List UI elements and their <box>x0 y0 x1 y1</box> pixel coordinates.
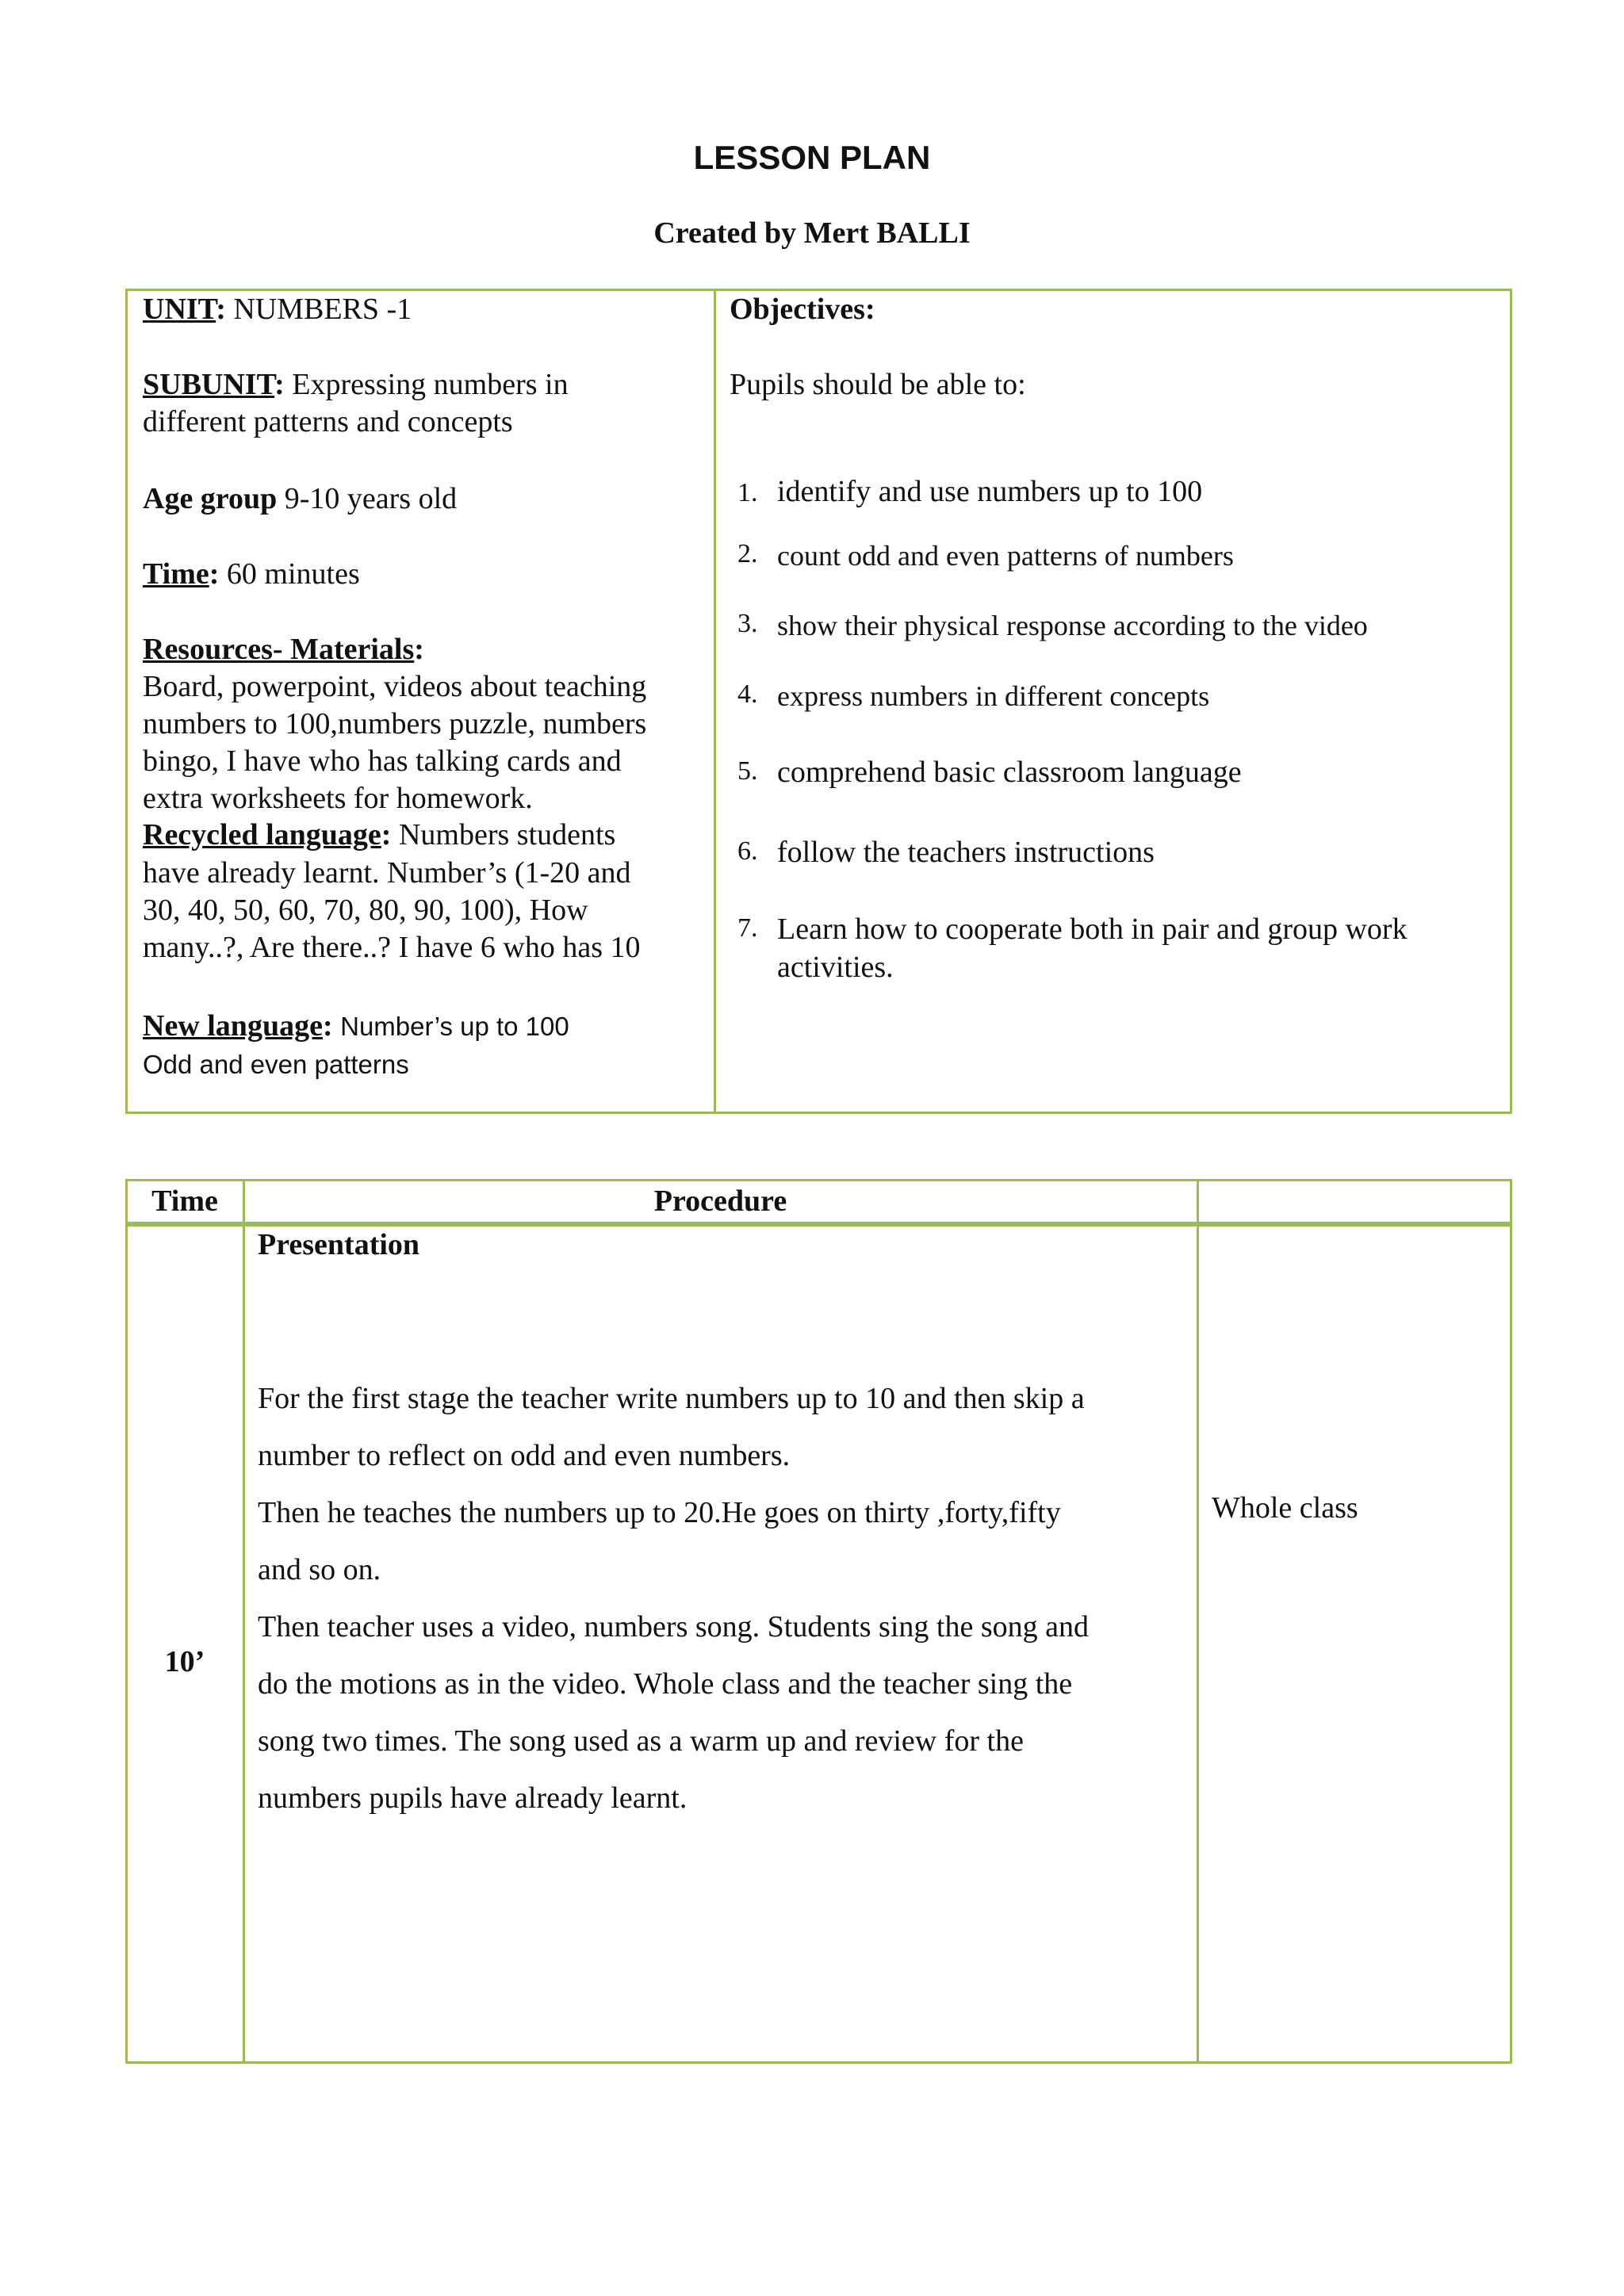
resources-line: extra worksheets for homework. <box>143 782 533 815</box>
resources-line: numbers to 100,numbers puzzle, numbers <box>143 707 647 740</box>
objective-number: 6. <box>737 836 758 866</box>
procedure-divider-2 <box>1197 1179 1199 2064</box>
time-row: Time: 60 minutes <box>143 557 360 591</box>
row-interaction: Whole class <box>1212 1491 1358 1525</box>
objective-item: identify and use numbers up to 100 <box>777 475 1203 508</box>
objective-item-cont: activities. <box>777 951 894 984</box>
unit-value: NUMBERS -1 <box>233 293 412 326</box>
procedure-line: numbers pupils have already learnt. <box>258 1781 688 1815</box>
unit-row: UNIT: NUMBERS -1 <box>143 293 412 326</box>
document-title: LESSON PLAN <box>693 139 931 176</box>
age-value: 9-10 years old <box>284 482 458 515</box>
procedure-line: Then he teaches the numbers up to 20.He goes on thirty ,forty,fifty <box>258 1496 1061 1529</box>
resources-line: Board, powerpoint, videos about teaching <box>143 670 647 703</box>
recycled-line: many..?, Are there..? I have 6 who has 10 <box>143 931 641 964</box>
subunit-value-cont: different patterns and concepts <box>143 405 513 438</box>
subunit-label: SUBUNIT <box>143 368 275 401</box>
procedure-column-header: Procedure <box>653 1184 787 1218</box>
info-table-divider <box>714 289 716 1114</box>
objectives-heading: Objectives: <box>730 293 875 326</box>
recycled-row: Recycled language: Numbers students <box>143 818 616 851</box>
author-line: Created by Mert BALLI <box>653 216 971 250</box>
objective-number: 1. <box>737 478 758 507</box>
row-time: 10’ <box>164 1645 205 1678</box>
objective-item: follow the teachers instructions <box>777 836 1155 869</box>
recycled-label: Recycled language <box>143 818 381 851</box>
time-label: Time <box>143 557 209 591</box>
objective-number: 7. <box>737 913 758 943</box>
time-column-header: Time <box>151 1184 218 1218</box>
objective-item: express numbers in different concepts <box>777 680 1210 712</box>
objective-item: comprehend basic classroom language <box>777 756 1242 789</box>
procedure-header-rule <box>125 1222 1512 1226</box>
subunit-row: SUBUNIT: Expressing numbers in <box>143 368 569 401</box>
procedure-line: song two times. The song used as a warm up and review for the <box>258 1724 1024 1758</box>
new-language-row: New language: Number’s up to 100 <box>143 1009 569 1043</box>
procedure-line: do the motions as in the video. Whole class and the teacher sing the <box>258 1667 1073 1701</box>
objective-number: 2. <box>737 539 758 568</box>
objective-item: show their physical response according to the video <box>777 610 1368 641</box>
procedure-line: For the first stage the teacher write numbers up to 10 and then skip a <box>258 1382 1085 1415</box>
procedure-text <box>258 1370 1089 1827</box>
objective-number: 5. <box>737 756 758 786</box>
new-language-cont: Odd and even patterns <box>143 1050 409 1079</box>
objective-item: Learn how to cooperate both in pair and group work <box>777 913 1408 946</box>
resources-row: Resources- Materials: <box>143 633 424 666</box>
resources-text <box>143 668 646 817</box>
stage-heading: Presentation <box>258 1228 420 1261</box>
objective-number: 4. <box>737 679 758 709</box>
new-language-value: Number’s up to 100 <box>340 1012 569 1041</box>
objectives-intro: Pupils should be able to: <box>730 368 1026 401</box>
objective-number: 3. <box>737 609 758 638</box>
time-value: 60 minutes <box>226 557 360 591</box>
age-label: Age group <box>143 482 278 515</box>
recycled-line: have already learnt. Number’s (1-20 and <box>143 856 631 890</box>
subunit-value: Expressing numbers in <box>292 368 569 401</box>
age-row <box>143 481 457 516</box>
procedure-divider-1 <box>243 1179 245 2064</box>
objective-item: count odd and even patterns of numbers <box>777 540 1234 572</box>
procedure-line: and so on. <box>258 1553 381 1586</box>
resources-label: Resources- Materials <box>143 633 415 666</box>
unit-label: UNIT <box>143 293 216 326</box>
procedure-line: number to reflect on odd and even numbers. <box>258 1439 791 1472</box>
resources-line: bingo, I have who has talking cards and <box>143 744 622 778</box>
recycled-text <box>143 855 640 966</box>
recycled-first: Numbers students <box>398 818 616 851</box>
procedure-line: Then teacher uses a video, numbers song. Students sing the song and <box>258 1610 1089 1644</box>
recycled-line: 30, 40, 50, 60, 70, 80, 90, 100), How <box>143 894 588 927</box>
new-language-label: New language <box>143 1009 323 1043</box>
